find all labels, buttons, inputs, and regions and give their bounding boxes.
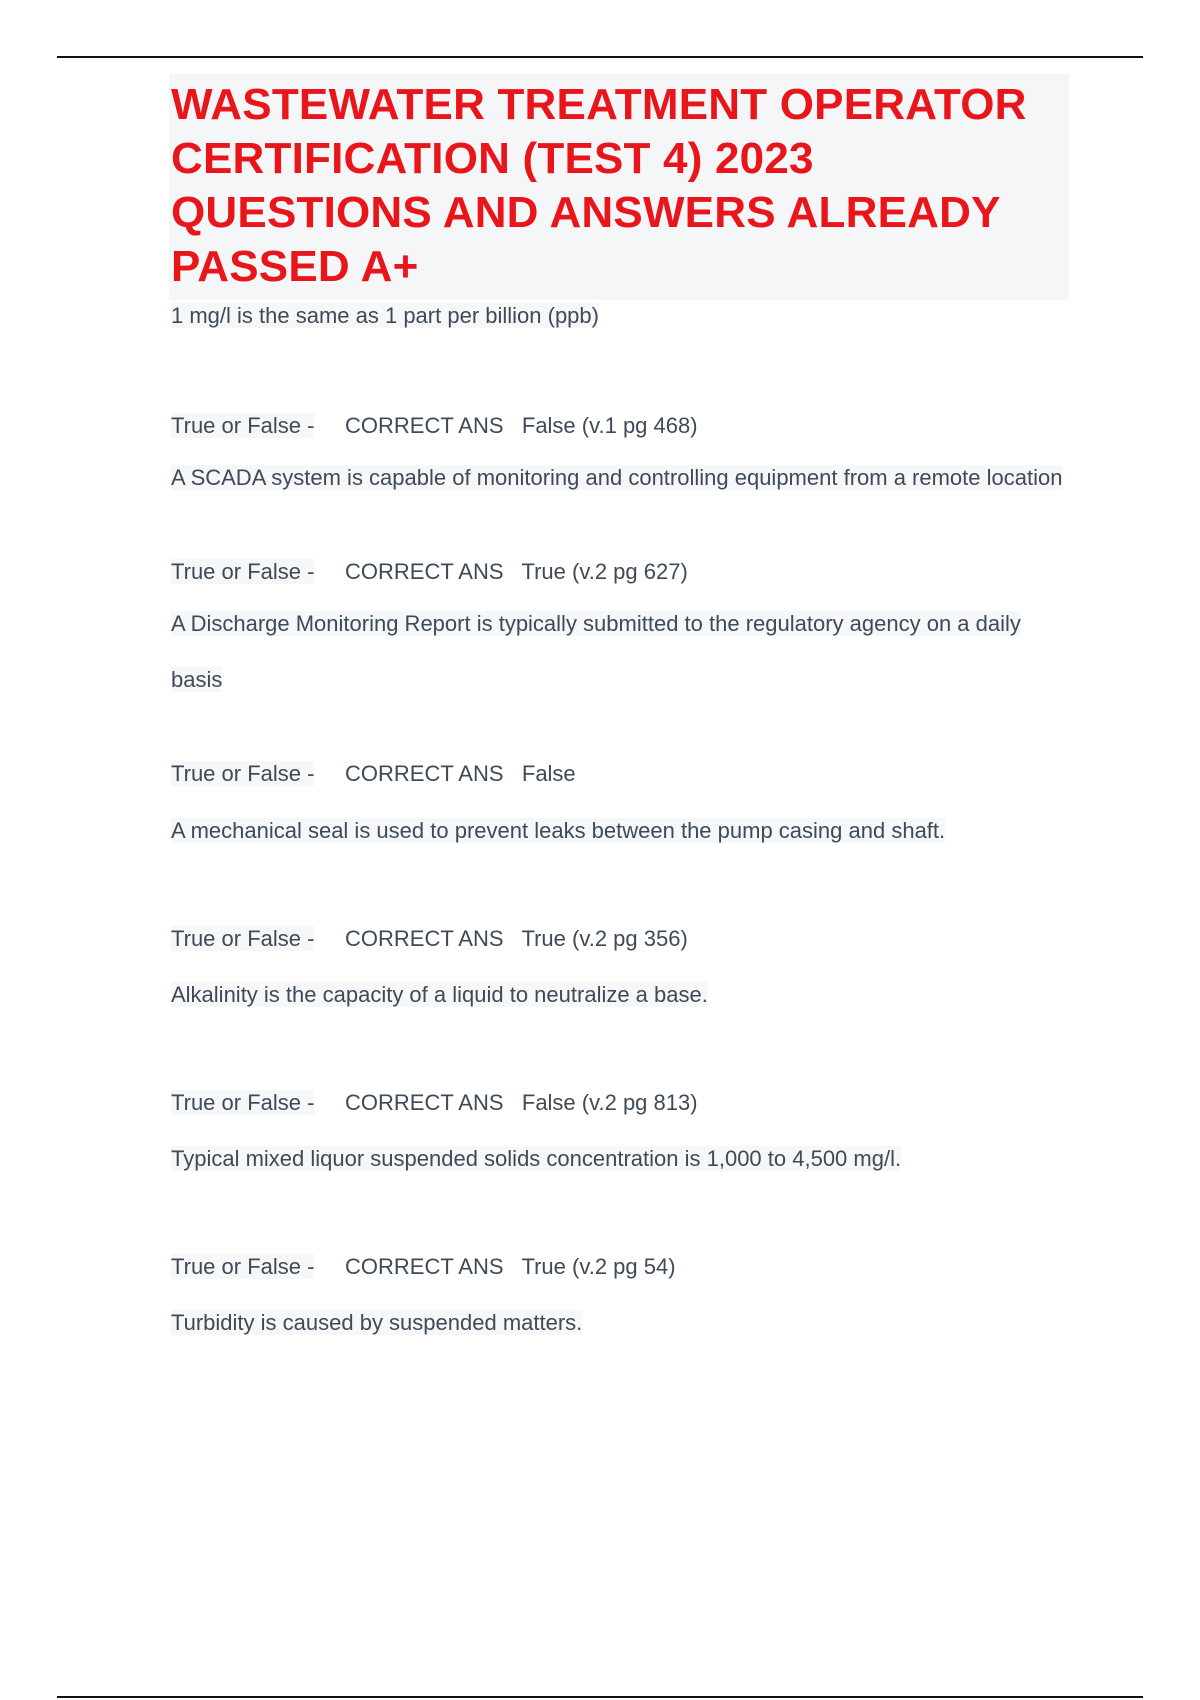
question-text: Turbidity is caused by suspended matters. (171, 1310, 583, 1335)
answer-label: CORRECT ANS (345, 761, 504, 786)
document-body (169, 74, 1069, 1337)
answer-value: True (v.2 pg 54) (521, 1254, 676, 1279)
answer-row-6 (169, 1253, 1069, 1281)
answer-value: True (v.2 pg 356) (521, 926, 688, 951)
answer-label: CORRECT ANS (345, 926, 504, 951)
question-4 (169, 817, 1069, 845)
bottom-rule (57, 1696, 1143, 1698)
answer-value: False (521, 761, 576, 786)
answer-label: CORRECT ANS (345, 413, 504, 438)
answer-row-2 (169, 558, 1069, 586)
answer-prefix: True or False - (171, 1090, 315, 1115)
question-text: A Discharge Monitoring Report is typically submitted to the regulatory agency on a daily basis (171, 611, 1021, 692)
question-text: Typical mixed liquor suspended solids concentration is 1,000 to 4,500 mg/l. (171, 1146, 902, 1171)
answer-prefix: True or False - (171, 1254, 315, 1279)
answer-prefix: True or False - (171, 926, 315, 951)
title-block (169, 74, 1069, 300)
answer-prefix: True or False - (171, 761, 315, 786)
answer-prefix: True or False - (171, 413, 315, 438)
question-text: A SCADA system is capable of monitoring and controlling equipment from a remote location (171, 465, 1063, 490)
question-text: A mechanical seal is used to prevent leaks between the pump casing and shaft. (171, 818, 946, 843)
answer-row-4 (169, 925, 1069, 953)
question-7 (169, 1309, 1069, 1337)
answer-value: False (v.1 pg 468) (521, 413, 698, 438)
question-5 (169, 981, 1069, 1009)
answer-value: True (v.2 pg 627) (521, 559, 688, 584)
answer-value: False (v.2 pg 813) (521, 1090, 698, 1115)
answer-row-1 (169, 412, 1069, 440)
question-text: 1 mg/l is the same as 1 part per billion (ppb) (171, 303, 599, 328)
question-1 (169, 302, 1069, 330)
question-3 (169, 596, 1069, 708)
answer-label: CORRECT ANS (345, 1254, 504, 1279)
question-text: Alkalinity is the capacity of a liquid to neutralize a base. (171, 982, 708, 1007)
question-6 (169, 1145, 1069, 1173)
answer-label: CORRECT ANS (345, 559, 504, 584)
document-title: WASTEWATER TREATMENT OPERATOR CERTIFICATION (TEST 4) 2023 QUESTIONS AND ANSWERS ALREADY PASSED A+ (171, 80, 1027, 291)
answer-row-5 (169, 1089, 1069, 1117)
answer-label: CORRECT ANS (345, 1090, 504, 1115)
top-rule (57, 56, 1143, 58)
question-2 (169, 450, 1069, 506)
answer-row-3 (169, 760, 1069, 788)
answer-prefix: True or False - (171, 559, 315, 584)
